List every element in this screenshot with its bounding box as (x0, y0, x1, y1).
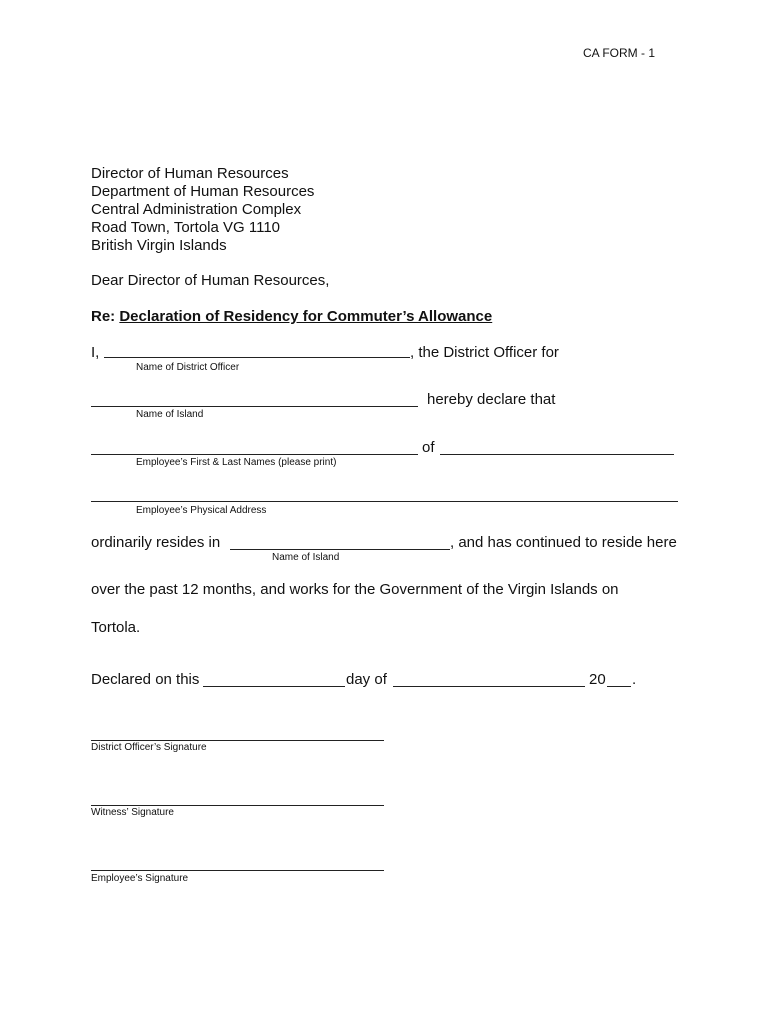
island-caption: Name of Island (136, 409, 204, 420)
district-officer-signature-line[interactable] (91, 740, 384, 741)
employee-signature-line[interactable] (91, 870, 384, 871)
address-line-5: British Virgin Islands (91, 237, 227, 254)
resides-in: ordinarily resides in (91, 534, 221, 551)
hereby-declare: hereby declare that (427, 391, 556, 408)
resides-island-caption: Name of Island (272, 552, 340, 563)
employee-names-caption: Employee’s First & Last Names (please print) (136, 457, 337, 468)
declared-year-field[interactable] (607, 686, 631, 687)
past-months-text: over the past 12 months, and works for the Government of the Virgin Islands on (91, 581, 619, 598)
district-officer-caption: Name of District Officer (136, 362, 240, 373)
district-officer-name-field[interactable] (104, 357, 410, 358)
salutation: Dear Director of Human Resources, (91, 272, 330, 289)
form-id: CA FORM - 1 (583, 46, 656, 60)
i-label: I, (91, 344, 100, 361)
continued-reside: , and has continued to reside here (450, 534, 677, 551)
address-line-3: Central Administration Complex (91, 201, 302, 218)
address-line-2: Department of Human Resources (91, 183, 315, 200)
employee-name-field[interactable] (91, 454, 418, 455)
physical-address-field[interactable] (91, 501, 678, 502)
employee-signature-label: Employee’s Signature (91, 873, 189, 884)
employee-of-field[interactable] (440, 454, 674, 455)
declared-day-field[interactable] (203, 686, 345, 687)
day-of-label: day of (346, 671, 387, 688)
subject-title: Declaration of Residency for Commuter’s Allowance (119, 308, 493, 325)
subject-prefix: Re: (91, 308, 116, 325)
physical-address-caption: Employee’s Physical Address (136, 505, 267, 516)
declared-on-prefix: Declared on this (91, 671, 200, 688)
island-name-field[interactable] (91, 406, 418, 407)
resides-island-field[interactable] (230, 549, 450, 550)
declared-month-field[interactable] (393, 686, 585, 687)
of-label: of (422, 439, 435, 456)
declared-period: . (632, 671, 637, 688)
address-line-1: Director of Human Resources (91, 165, 289, 182)
address-line-4: Road Town, Tortola VG 1110 (91, 219, 281, 236)
subject-line (91, 308, 492, 326)
district-officer-for: , the District Officer for (410, 344, 559, 361)
district-officer-signature-label: District Officer’s Signature (91, 742, 207, 753)
tortola-text: Tortola. (91, 619, 141, 636)
year-prefix: 20 (589, 671, 606, 688)
witness-signature-label: Witness’ Signature (91, 807, 174, 818)
witness-signature-line[interactable] (91, 805, 384, 806)
